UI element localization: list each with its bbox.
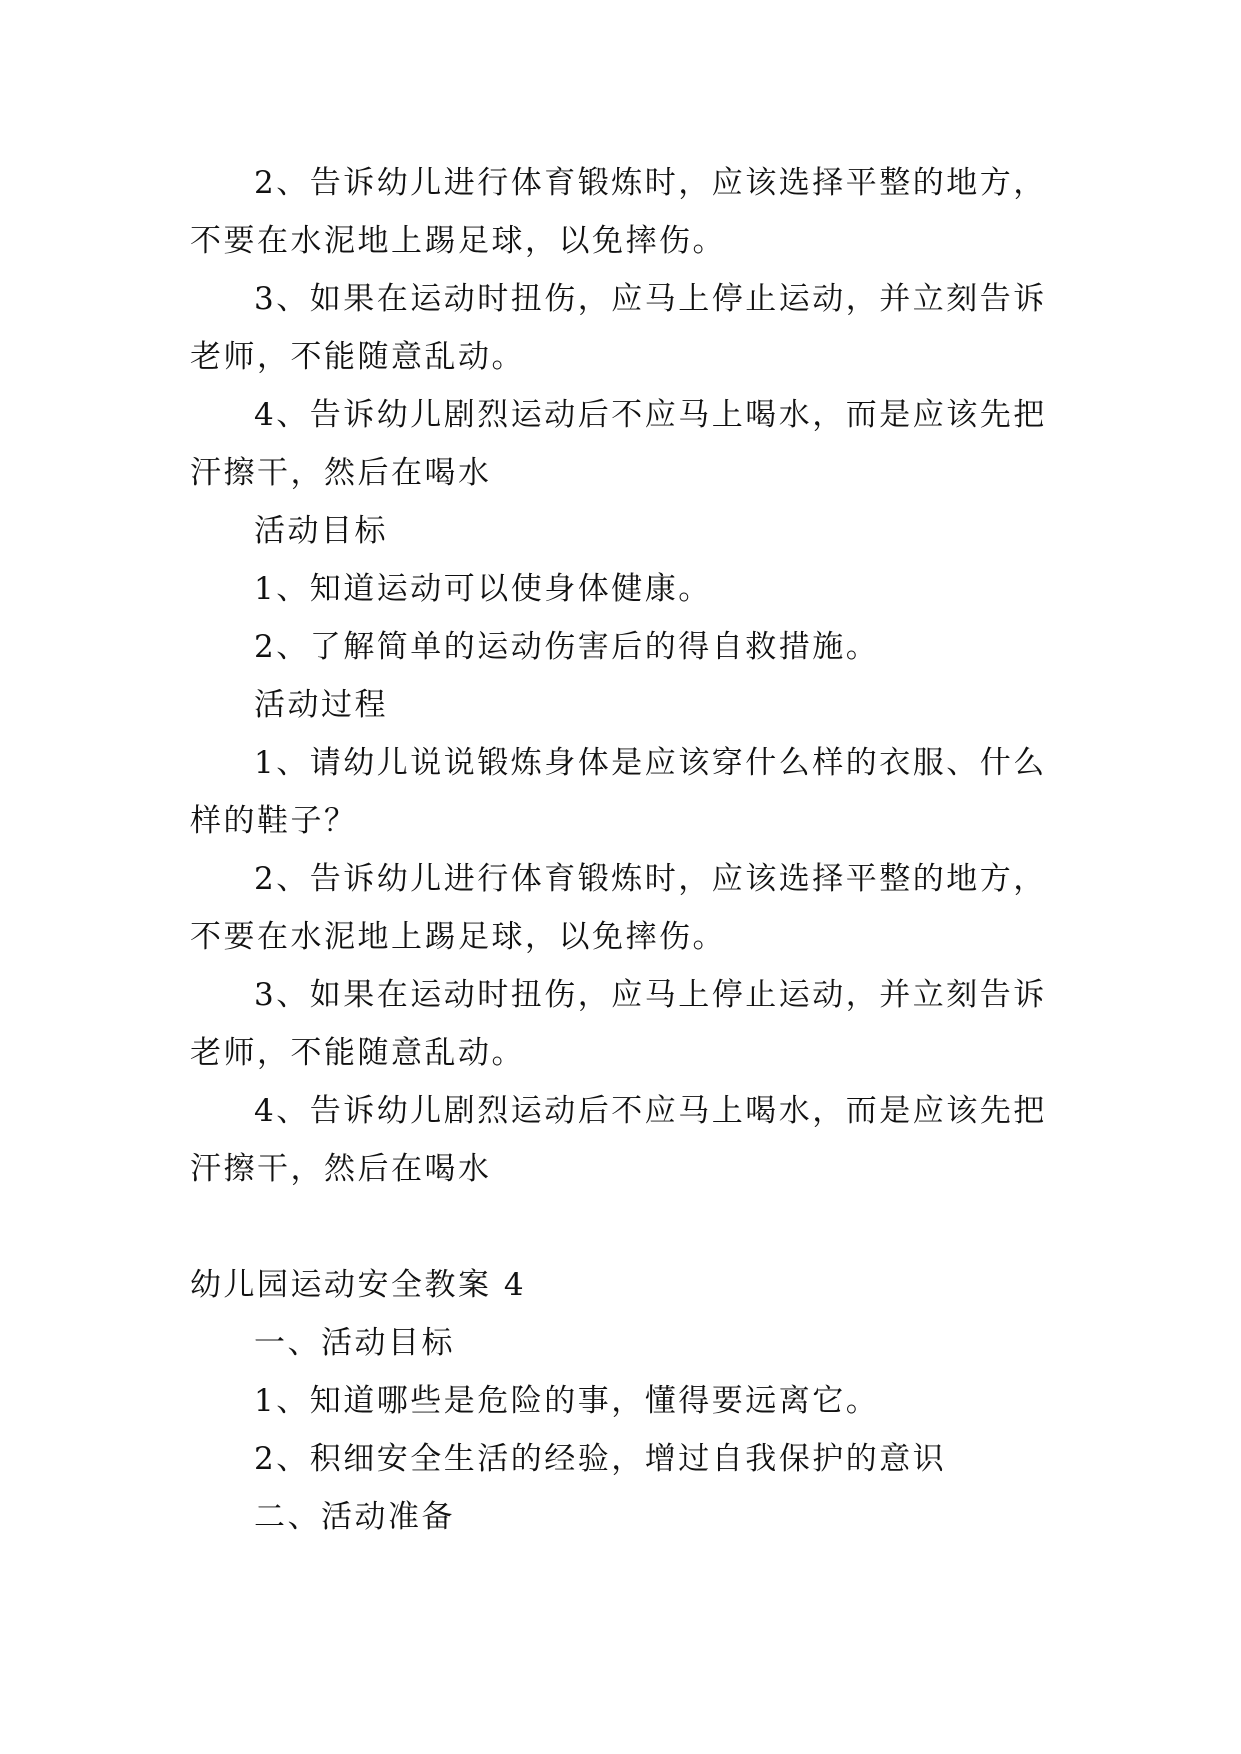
paragraph-line: 2、告诉幼儿进行体育锻炼时，应该选择平整的地方， [254,861,1047,897]
section-heading-preparation: 二、活动准备 [254,1499,455,1535]
section-heading-activity-goals: 活动目标 [254,513,388,549]
paragraph-line: 汗擦干，然后在喝水 [190,1151,492,1187]
paragraph-line: 不要在水泥地上踢足球，以免摔伤。 [190,223,726,259]
paragraph-line: 老师，不能随意乱动。 [190,1035,525,1071]
document-body [190,154,1060,1546]
section-heading-goals: 一、活动目标 [254,1325,455,1361]
paragraph-line: 样的鞋子？ [190,803,358,839]
paragraph-line: 1、请幼儿说说锻炼身体是应该穿什么样的衣服、什么 [254,745,1047,781]
paragraph-line: 1、知道运动可以使身体健康。 [254,571,712,607]
paragraph-line: 汗擦干，然后在喝水 [190,455,492,491]
paragraph-line: 3、如果在运动时扭伤，应马上停止运动，并立刻告诉 [254,977,1047,1013]
paragraph-line: 4、告诉幼儿剧烈运动后不应马上喝水，而是应该先把 [254,397,1047,433]
paragraph-spacer [190,1198,1060,1256]
paragraph-line: 3、如果在运动时扭伤，应马上停止运动，并立刻告诉 [254,281,1047,317]
paragraph-line: 2、积细安全生活的经验，增过自我保护的意识 [254,1441,947,1477]
paragraph-line: 老师，不能随意乱动。 [190,339,525,375]
paragraph-line: 2、告诉幼儿进行体育锻炼时，应该选择平整的地方， [254,165,1047,201]
paragraph-line: 1、知道哪些是危险的事，懂得要远离它。 [254,1383,880,1419]
document-title: 幼儿园运动安全教案 4 [190,1267,527,1303]
paragraph-line: 不要在水泥地上踢足球，以免摔伤。 [190,919,726,955]
section-heading-activity-process: 活动过程 [254,687,388,723]
paragraph-line: 4、告诉幼儿剧烈运动后不应马上喝水，而是应该先把 [254,1093,1047,1129]
paragraph-line: 2、了解简单的运动伤害后的得自救措施。 [254,629,880,665]
